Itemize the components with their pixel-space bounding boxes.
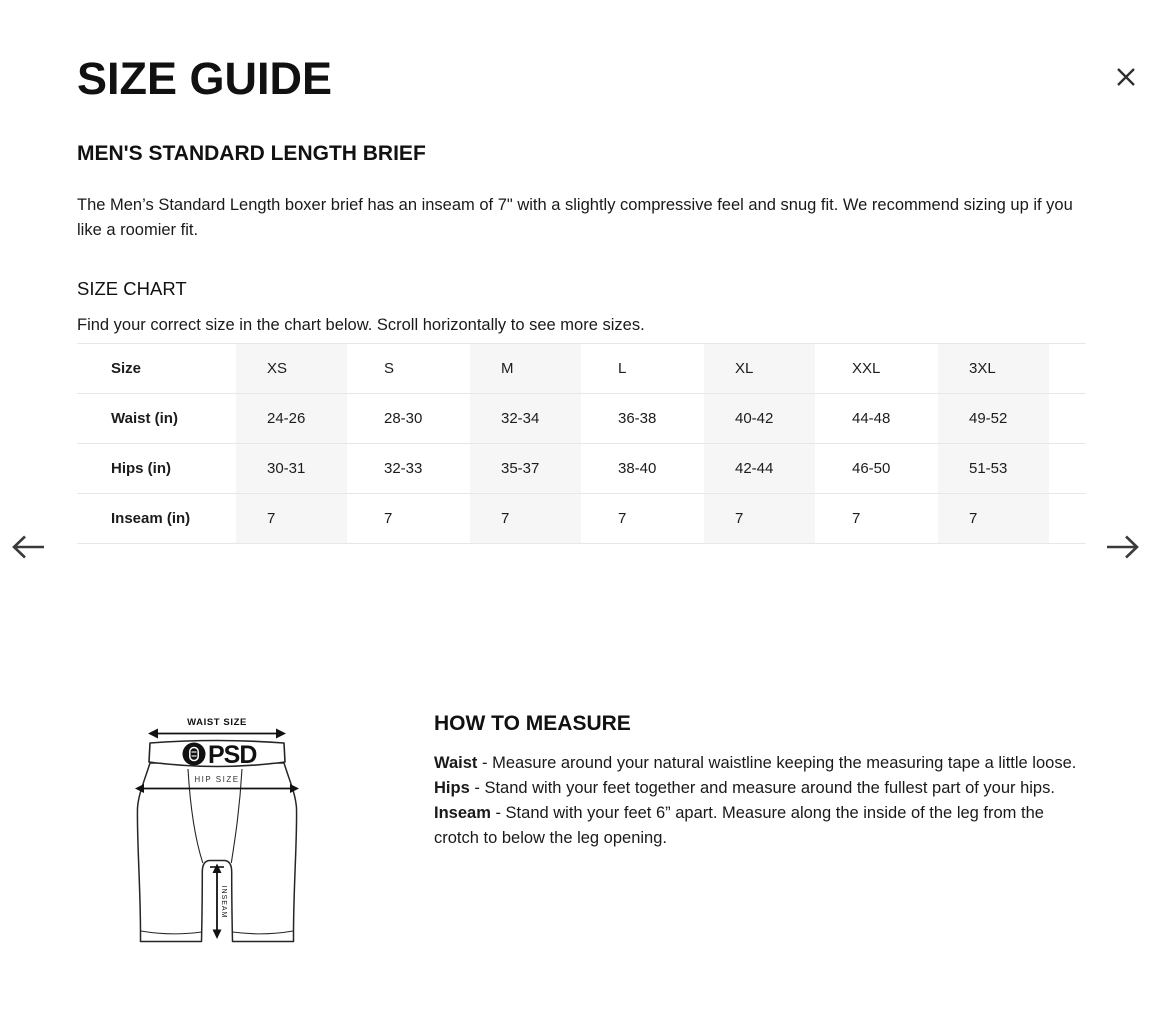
size-table-row — [77, 494, 1086, 544]
size-value-cell: 42-44 — [701, 444, 818, 494]
size-column-header: M — [467, 344, 584, 394]
size-value-cell: 7 — [584, 494, 701, 544]
arrow-right-icon — [1105, 532, 1141, 562]
how-to-measure-section — [77, 712, 1086, 953]
size-value-cell: 7 — [935, 494, 1052, 544]
size-value-cell-partial — [1052, 494, 1086, 544]
waist-size-label: WAIST SIZE — [187, 717, 247, 729]
size-value-cell: 38-40 — [584, 444, 701, 494]
size-value-cell: 44-48 — [818, 394, 935, 444]
size-guide-modal — [0, 55, 1149, 1021]
hip-size-label: HIP SIZE — [194, 775, 240, 785]
size-value-cell-partial — [1052, 444, 1086, 494]
page-title: SIZE GUIDE — [77, 53, 333, 104]
how-to-measure-heading: HOW TO MEASURE — [434, 712, 631, 736]
size-value-cell: 28-30 — [350, 394, 467, 444]
size-chart-heading: SIZE CHART — [77, 278, 187, 300]
row-label: Hips (in) — [77, 444, 233, 494]
size-value-cell: 7 — [701, 494, 818, 544]
measurement-diagram — [131, 712, 303, 948]
scroll-left-button[interactable] — [8, 530, 48, 566]
size-value-cell: 36-38 — [584, 394, 701, 444]
product-description: The Men’s Standard Length boxer brief has an inseam of 7" with a slightly compressive feel and snug fit. We recommend sizing up if you like a roomier fit. — [77, 196, 1073, 240]
size-column-header: L — [584, 344, 701, 394]
size-table-row — [77, 394, 1086, 444]
size-column-header: XL — [701, 344, 818, 394]
measure-item-inseam: Inseam - Stand with your feet 6” apart. Measure along the inside of the leg from the crotch to below the leg opening. — [434, 804, 1044, 848]
measure-item-hips: Hips - Stand with your feet together and measure around the fullest part of your hips. — [434, 779, 1055, 798]
size-chart-instructions: Find your correct size in the chart below. Scroll horizontally to see more sizes. — [77, 316, 645, 335]
size-value-cell: 7 — [818, 494, 935, 544]
row-label: Inseam (in) — [77, 494, 233, 544]
measure-item-waist: Waist - Measure around your natural waistline keeping the measuring tape a little loose. — [434, 754, 1077, 773]
size-column-header: S — [350, 344, 467, 394]
size-column-header: XXL — [818, 344, 935, 394]
size-column-header: XS — [233, 344, 350, 394]
size-column-header-partial — [1052, 344, 1086, 394]
size-table — [77, 343, 1086, 544]
close-icon — [1114, 65, 1138, 89]
arrow-left-icon — [10, 532, 46, 562]
size-value-cell: 32-33 — [350, 444, 467, 494]
size-table-corner-header: Size — [77, 344, 233, 394]
psd-logo-text: PSD — [208, 741, 257, 770]
row-label: Waist (in) — [77, 394, 233, 444]
size-value-cell: 30-31 — [233, 444, 350, 494]
size-column-header: 3XL — [935, 344, 1052, 394]
size-value-cell: 7 — [350, 494, 467, 544]
size-value-cell: 32-34 — [467, 394, 584, 444]
size-table-header-row — [77, 344, 1086, 394]
measure-term-inseam: Inseam — [434, 804, 491, 823]
size-table-row — [77, 444, 1086, 494]
psd-logo — [183, 741, 257, 769]
size-value-cell: 46-50 — [818, 444, 935, 494]
close-button[interactable] — [1110, 61, 1142, 93]
size-value-cell: 40-42 — [701, 394, 818, 444]
size-value-cell: 35-37 — [467, 444, 584, 494]
size-value-cell: 49-52 — [935, 394, 1052, 444]
measure-term-hips: Hips — [434, 779, 470, 798]
size-value-cell-partial — [1052, 394, 1086, 444]
size-value-cell: 24-26 — [233, 394, 350, 444]
size-value-cell: 7 — [233, 494, 350, 544]
product-title: MEN'S STANDARD LENGTH BRIEF — [77, 142, 426, 166]
inseam-label: INSEAM — [220, 885, 227, 919]
size-table-scroll-area[interactable] — [77, 343, 1086, 544]
size-value-cell: 7 — [467, 494, 584, 544]
measure-term-waist: Waist — [434, 754, 478, 773]
size-value-cell: 51-53 — [935, 444, 1052, 494]
scroll-right-button[interactable] — [1103, 530, 1143, 566]
